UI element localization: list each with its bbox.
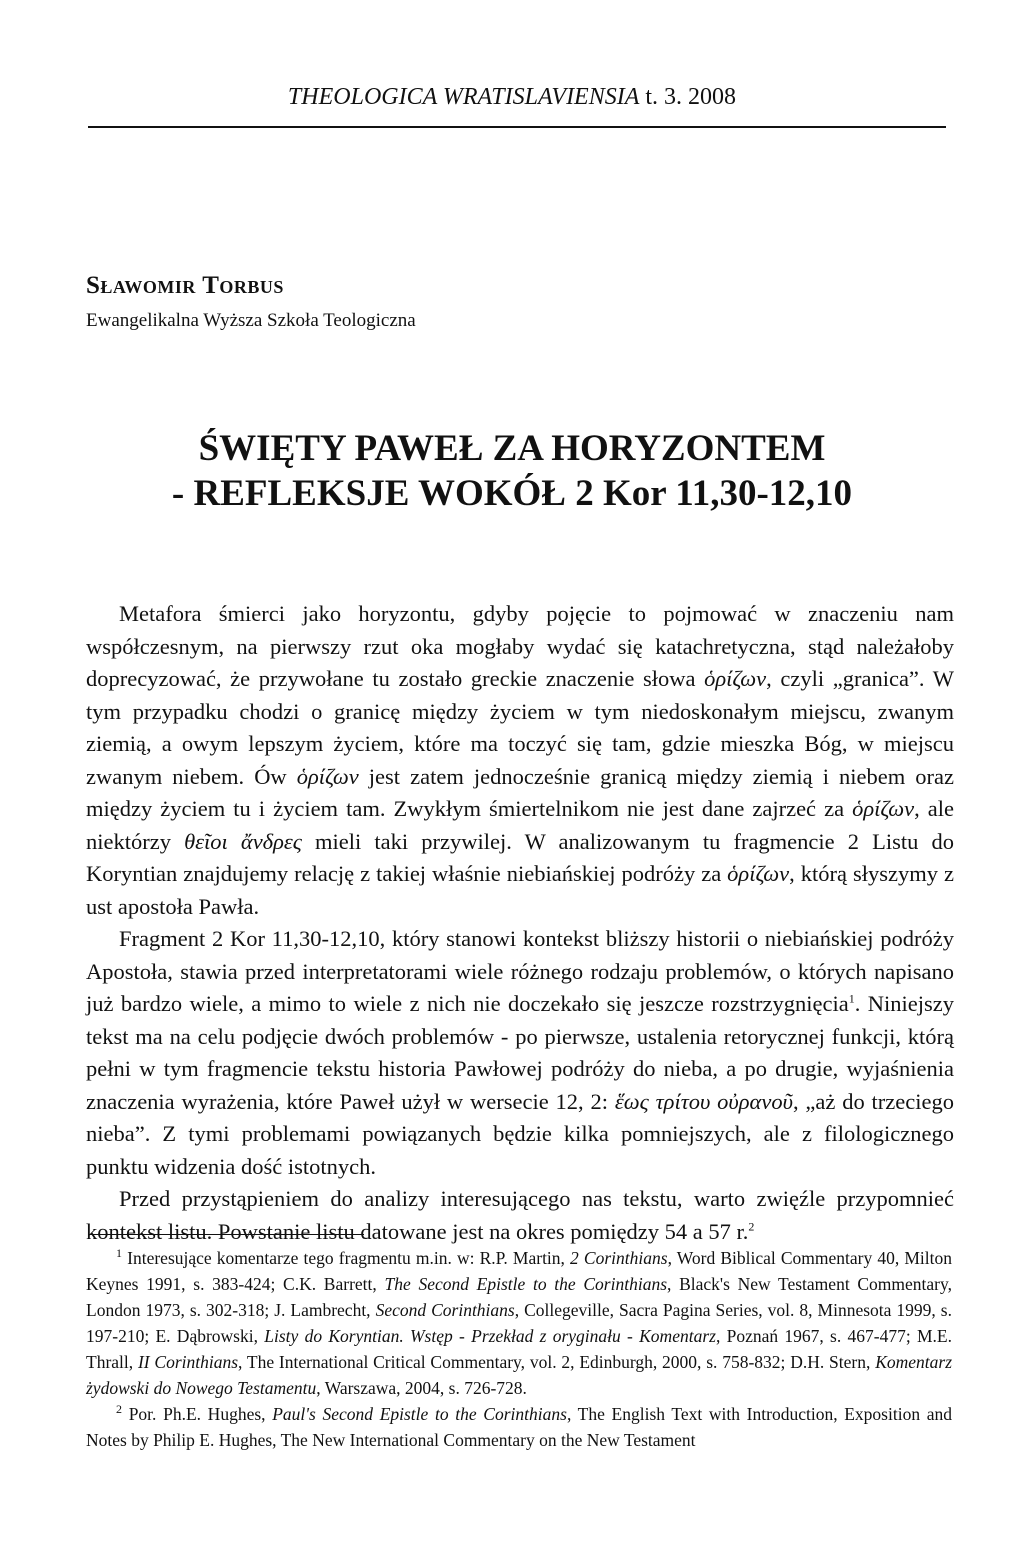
text-run: mieli taki przywilej. W analizowanym tu fragmencie 2 Listu do Koryntian znajdujemy relację z takiej właśnie niebiańskiej podróży za — [86, 828, 954, 886]
text-run: Przed przystąpieniem do analizy interesującego nas tekstu, warto zwięźle przypomnieć kontekst listu. Powstanie listu datowane jest na okres pomiędzy 54 a 57 r. — [86, 1186, 954, 1244]
footnotes — [86, 1245, 952, 1453]
citation-title: Second Corinthians — [375, 1300, 515, 1320]
footnote-1 — [86, 1245, 952, 1401]
title-line-2: - REFLEKSJE WOKÓŁ 2 Kor 11,30-12,10 — [171, 473, 853, 514]
greek-term: ὁρίζων — [704, 666, 767, 691]
text-run: Fragment 2 Kor 11,30-12,10, który stanowi kontekst bliższy historii o niebiańskiej podróży Apostoła, stawia przed interpretatorami wiele różnego rodzaju problemów, o których napisano już bardzo wiele, a mimo to wiele z nich nie doczekało się jeszcze rozstrzygnięcia — [86, 926, 954, 1016]
citation-title: Listy do Koryntian. Wstęp - Przekład z oryginału - Komentarz — [264, 1326, 716, 1346]
text-run: , którą słyszymy z ust apostoła Pawła. — [86, 861, 954, 919]
text-run: , The International Critical Commentary, vol. 2, Edinburgh, 2000, s. 758-832; D.H. Stern, — [238, 1352, 876, 1372]
footnote-rule — [88, 1234, 364, 1235]
body-paragraph-3 — [86, 1183, 954, 1248]
greek-term: ὁρίζων — [852, 796, 915, 821]
text-run: , Poznań 1967, s. 467-477; M.E. Thrall, — [86, 1326, 952, 1372]
journal-volume: t. 3. 2008 — [645, 84, 737, 110]
body-paragraph-1 — [86, 598, 954, 923]
citation-title: Komentarz żydowski do Nowego Testamentu — [86, 1352, 952, 1398]
footnote-number: 2 — [116, 1402, 122, 1417]
journal-title: THEOLOGICA WRATISLAVIENSIA — [287, 84, 640, 110]
text-run: , „aż do trzeciego nieba”. Z tymi problemami powiązanych będzie kilka pomniejszych, ale z filologicznego punktu widzenia dość istotnych. — [86, 1088, 954, 1179]
greek-term: ἕως τρίτου οὐρανοῦ — [614, 1088, 793, 1114]
text-run: , The English Text with Introduction, Exposition and Notes by Philip E. Hughes, The New International Commentary on the New Testament — [86, 1404, 953, 1450]
body-paragraph-2 — [86, 923, 954, 1183]
footnote-ref[interactable]: 2 — [748, 1219, 755, 1233]
text-run: , Black's New Testament Commentary, London 1973, s. 302-318; J. Lambrecht, — [86, 1274, 952, 1320]
text-run: Por. Ph.E. Hughes, — [128, 1404, 273, 1424]
article-title — [0, 426, 1024, 516]
text-run: Interesujące komentarze tego fragmentu m.in. w: R.P. Martin, — [127, 1248, 571, 1268]
footnote-ref[interactable]: 1 — [848, 991, 855, 1006]
author-name: Sławomir Torbus — [86, 272, 284, 299]
citation-title: II Corinthians — [137, 1352, 239, 1372]
text-run: , czyli „granica”. W tym przypadku chodzi o granicę między życiem w tym niedoskonałym miejscu, zwanym ziemią, a owym lepszym życiem, które ma toczyć się tam, gdzie mieszka Bóg, w miejscu zwanym niebem. Ów — [86, 666, 954, 789]
greek-term: ὁρίζων — [727, 861, 790, 886]
text-run: , ale niektórzy — [86, 796, 954, 854]
citation-title: 2 Corinthians — [570, 1248, 668, 1268]
footnote-2 — [86, 1401, 952, 1453]
text-run: , Warszawa, 2004, s. 726-728. — [316, 1378, 527, 1398]
citation-title: The Second Epistle to the Corinthians — [384, 1274, 668, 1294]
text-run: Metafora śmierci jako horyzontu, gdyby pojęcie to pojmować w znaczeniu nam współczesnym, na pierwszy rzut oka mogłaby wydać się katachretyczna, stąd należałoby doprecyzować, że przywołane tu zostało greckie znaczenie słowa — [86, 601, 954, 691]
footnote-number: 1 — [116, 1246, 122, 1261]
text-run: , Word Biblical Commentary 40, Milton Keynes 1991, s. 383-424; C.K. Barrett, — [86, 1248, 952, 1294]
text-run: jest zatem jednocześnie granicą między ziemią i niebem oraz między życiem tu i życiem tam. Zwykłym śmiertelnikom nie jest dane zajrzeć za — [86, 763, 954, 821]
citation-title: Paul's Second Epistle to the Corinthians — [272, 1404, 567, 1424]
title-line-1: ŚWIĘTY PAWEŁ ZA HORYZONTEM — [198, 428, 826, 469]
author-affiliation: Ewangelikalna Wyższa Szkoła Teologiczna — [86, 310, 416, 331]
greek-term: ὁρίζων — [296, 763, 359, 789]
text-run: , Collegeville, Sacra Pagina Series, vol. 8, Minnesota 1999, s. 197-210; E. Dąbrowski, — [86, 1300, 952, 1346]
header-rule — [88, 126, 946, 128]
running-head — [0, 84, 1024, 111]
text-run: . Niniejszy tekst ma na celu podjęcie dwóch problemów - po pierwsze, ustalenia retorycznej funkcji, którą pełni w tym fragmencie tekstu historia Pawłowej podróży do nieba, a po drugie, wyjaśnienia znaczenia wyrażenia, które Paweł użył w wersecie 12, 2: — [86, 991, 955, 1114]
article-body — [86, 598, 954, 1248]
greek-term: θεῖοι ἄνδρες — [184, 828, 302, 854]
